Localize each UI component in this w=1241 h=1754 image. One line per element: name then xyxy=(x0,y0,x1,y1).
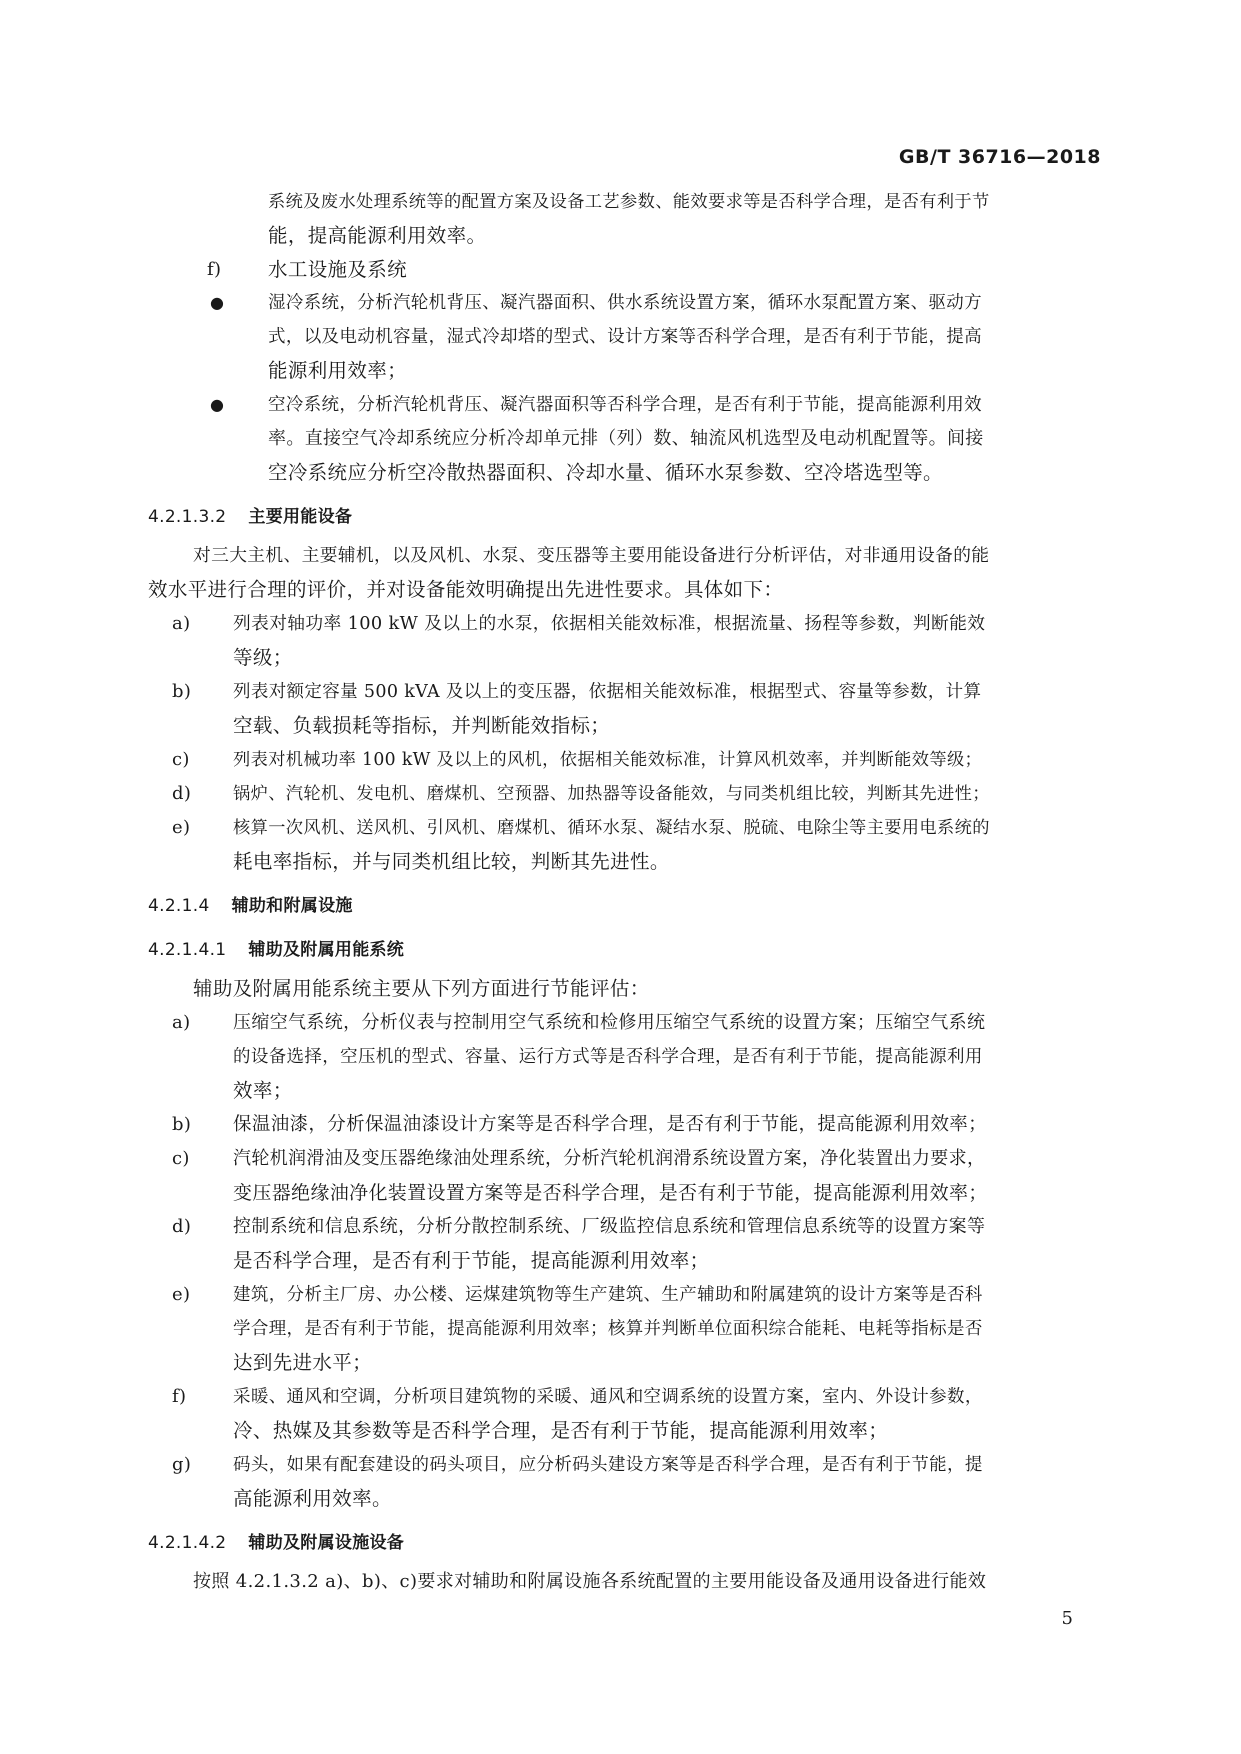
text-line: 能，提高能源利用效率。 xyxy=(268,224,487,247)
text-line: 率。直接空气冷却系统应分析冷却单元排（列）数、轴流风机选型及电动机配置等。间接 xyxy=(268,428,984,449)
text-line: 高能源利用效率。 xyxy=(233,1487,392,1510)
section-title: 主要用能设备 xyxy=(248,507,353,527)
page-number: 5 xyxy=(1061,1608,1073,1629)
text-line: 等级； xyxy=(233,646,293,669)
bullet-icon: ● xyxy=(210,395,225,414)
text-line: 建筑，分析主厂房、办公楼、运煤建筑物等生产建筑、生产辅助和附属建筑的设计方案等是否科 xyxy=(233,1285,983,1305)
text-line: 控制系统和信息系统，分析分散控制系统、厂级监控信息系统和管理信息系统等的设置方案等 xyxy=(233,1216,986,1237)
list-marker: c) xyxy=(172,1148,190,1169)
list-marker: f) xyxy=(172,1386,187,1407)
bullet-icon: ● xyxy=(210,293,225,312)
list-marker: b) xyxy=(172,1114,192,1135)
text-line: 效率； xyxy=(233,1079,293,1102)
list-marker: c) xyxy=(172,749,190,770)
text-line: 采暖、通风和空调，分析项目建筑物的采暖、通风和空调系统的设置方案，室内、外设计参数， xyxy=(233,1387,983,1407)
section-title: 辅助及附属用能系统 xyxy=(248,940,405,960)
text-line: 学合理，是否有利于节能，提高能源利用效率；核算并判断单位面积综合能耗、电耗等指标是否 xyxy=(233,1319,983,1339)
text-line: 达到先进水平； xyxy=(233,1351,372,1374)
text-line: 是否科学合理，是否有利于节能，提高能源利用效率； xyxy=(233,1249,710,1272)
text-line: 压缩空气系统，分析仪表与控制用空气系统和检修用压缩空气系统的设置方案；压缩空气系统 xyxy=(233,1012,986,1033)
text-line: 耗电率指标，并与同类机组比较，判断其先进性。 xyxy=(233,850,670,873)
text-line: 效水平进行合理的评价，并对设备能效明确提出先进性要求。具体如下： xyxy=(148,578,784,601)
text-line: 列表对额定容量 500 kVA 及以上的变压器，依据相关能效标准，根据型式、容量等参数，计算 xyxy=(233,682,982,702)
text-line: 码头，如果有配套建设的码头项目，应分析码头建设方案等是否科学合理，是否有利于节能，提 xyxy=(233,1455,983,1475)
list-marker: d) xyxy=(172,1216,192,1237)
section-heading xyxy=(148,1528,404,1553)
text-line: 对三大主机、主要辅机，以及风机、水泵、变压器等主要用能设备进行分析评估，对非通用设备的能 xyxy=(193,546,990,566)
text-line: 汽轮机润滑油及变压器绝缘油处理系统，分析汽轮机润滑系统设置方案，净化装置出力要求， xyxy=(233,1148,986,1169)
list-marker: b) xyxy=(172,681,192,702)
text-line: 辅助及附属用能系统主要从下列方面进行节能评估： xyxy=(193,977,650,1000)
text-line: 空冷系统，分析汽轮机背压、凝汽器面积等否科学合理，是否有利于节能，提高能源利用效 xyxy=(268,395,982,415)
text-line: 锅炉、汽轮机、发电机、磨煤机、空预器、加热器等设备能效，与同类机组比较，判断其先进性； xyxy=(233,784,990,804)
text-line: 水工设施及系统 xyxy=(268,258,407,281)
section-number: 4.2.1.4.2 xyxy=(148,1533,227,1553)
text-line: 核算一次风机、送风机、引风机、磨煤机、循环水泵、凝结水泵、脱硫、电除尘等主要用电系统的 xyxy=(233,818,990,838)
section-heading xyxy=(148,891,353,916)
list-marker: f) xyxy=(207,259,222,280)
text-line: 按照 4.2.1.3.2 a)、b)、c)要求对辅助和附属设施各系统配置的主要用能设备及通用设备进行能效 xyxy=(193,1571,987,1592)
list-marker: a) xyxy=(172,613,191,634)
section-number: 4.2.1.4 xyxy=(148,896,210,916)
section-title: 辅助及附属设施设备 xyxy=(248,1533,405,1553)
section-title: 辅助和附属设施 xyxy=(231,896,353,916)
section-number: 4.2.1.4.1 xyxy=(148,940,227,960)
text-line: 的设备选择，空压机的型式、容量、运行方式等是否科学合理，是否有利于节能，提高能源利用 xyxy=(233,1047,983,1067)
text-line: 列表对轴功率 100 kW 及以上的水泵，依据相关能效标准，根据流量、扬程等参数，判断能效 xyxy=(233,614,986,634)
text-line: 空冷系统应分析空冷散热器面积、冷却水量、循环水泵参数、空冷塔选型等。 xyxy=(268,461,943,484)
document-code: GB/T 36716—2018 xyxy=(898,146,1101,168)
text-line: 式，以及电动机容量，湿式冷却塔的型式、设计方案等否科学合理，是否有利于节能，提高 xyxy=(268,327,982,347)
text-line: 保温油漆，分析保温油漆设计方案等是否科学合理，是否有利于节能，提高能源利用效率； xyxy=(233,1114,988,1135)
text-line: 空载、负载损耗等指标，并判断能效指标； xyxy=(233,714,611,737)
section-heading xyxy=(148,935,404,960)
list-marker: a) xyxy=(172,1012,191,1033)
list-marker: g) xyxy=(172,1454,192,1475)
list-marker: e) xyxy=(172,817,191,838)
list-marker: e) xyxy=(172,1284,191,1305)
text-line: 湿冷系统，分析汽轮机背压、凝汽器面积、供水系统设置方案，循环水泵配置方案、驱动方 xyxy=(268,293,982,313)
text-line: 能源利用效率； xyxy=(268,359,407,382)
section-heading xyxy=(148,502,352,527)
section-number: 4.2.1.3.2 xyxy=(148,507,227,527)
list-marker: d) xyxy=(172,783,192,804)
text-line: 冷、热媒及其参数等是否科学合理，是否有利于节能，提高能源利用效率； xyxy=(233,1419,889,1442)
text-line: 列表对机械功率 100 kW 及以上的风机，依据相关能效标准，计算风机效率，并判断能效等级； xyxy=(233,750,983,770)
text-line: 变压器绝缘油净化装置设置方案等是否科学合理，是否有利于节能，提高能源利用效率； xyxy=(233,1182,988,1204)
text-line: 系统及废水处理系统等的配置方案及设备工艺参数、能效要求等是否科学合理，是否有利于节 xyxy=(268,192,990,212)
